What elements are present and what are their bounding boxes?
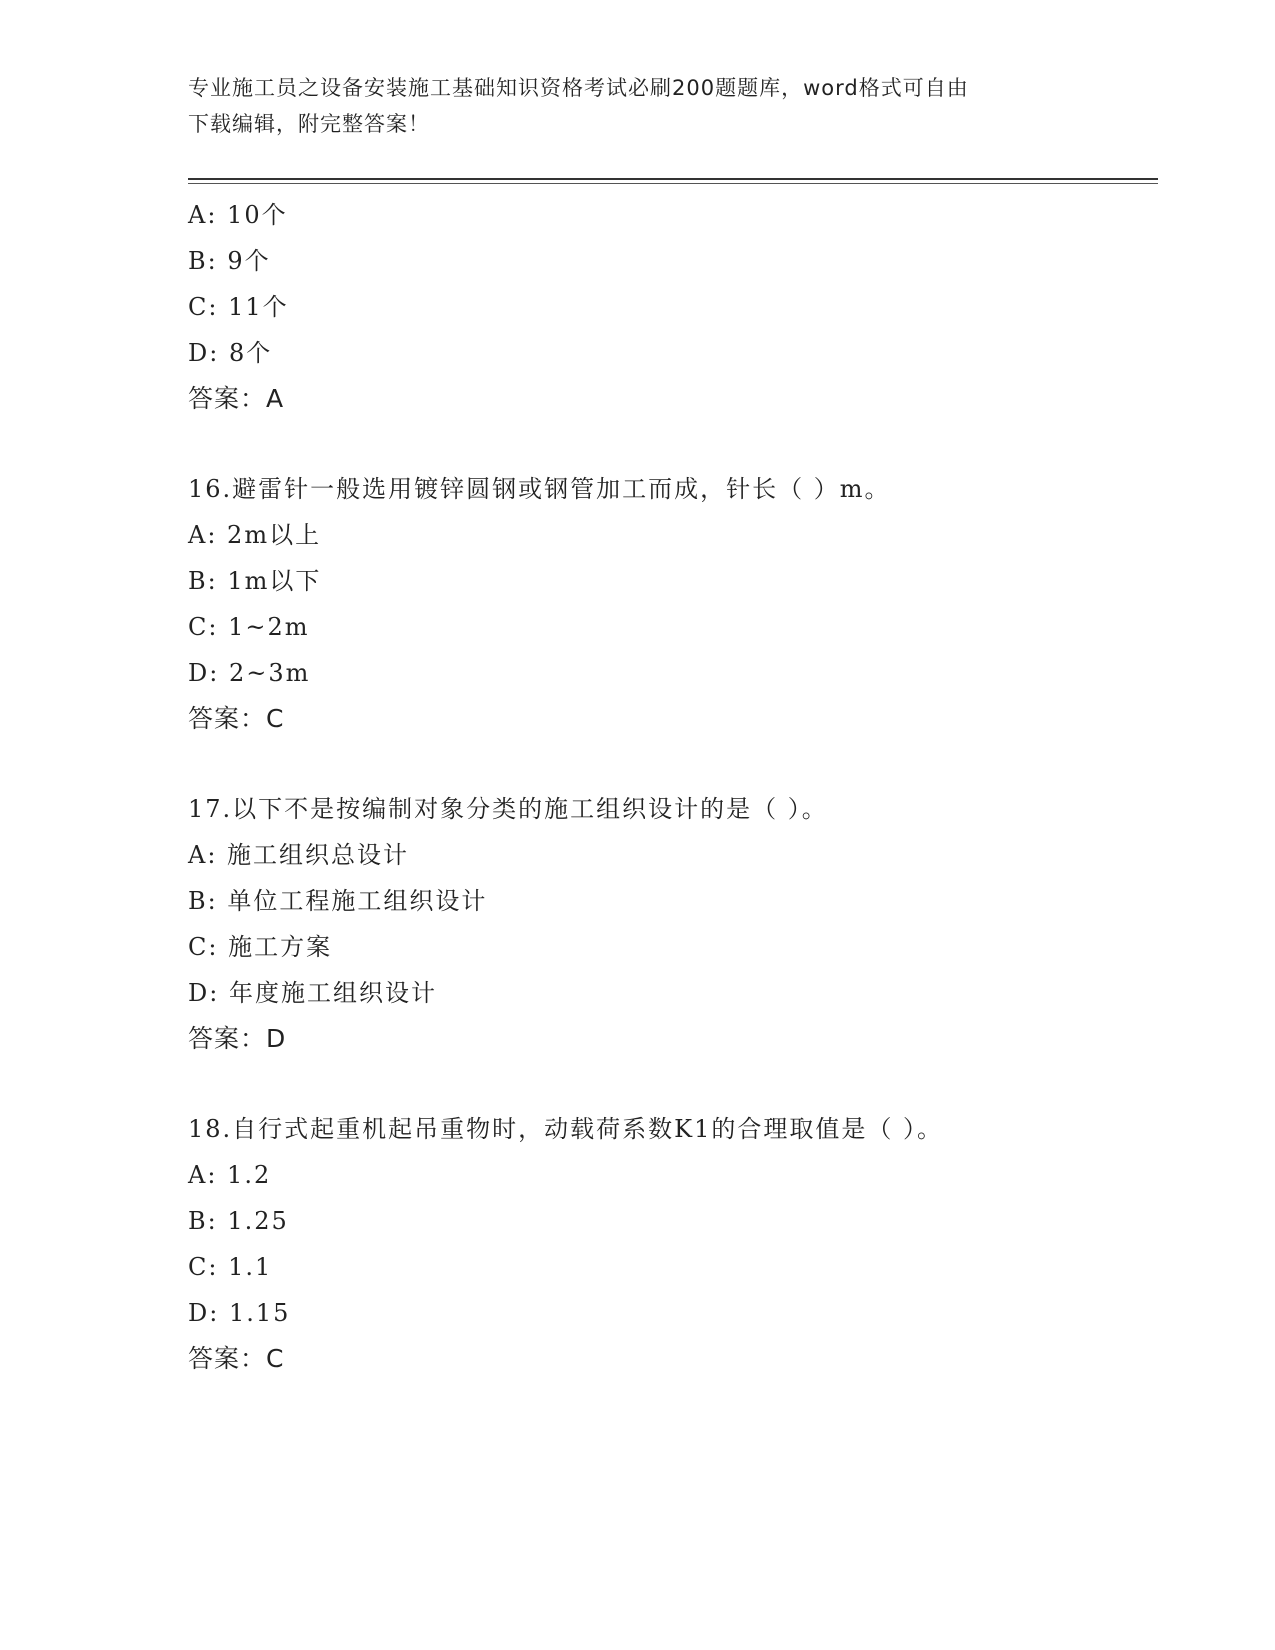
header-line-1: 专业施工员之设备安装施工基础知识资格考试必刷200题题库，word格式可自由 (188, 76, 969, 100)
answer-line: 答案：C (188, 704, 285, 733)
question-list (188, 192, 1148, 1382)
question-text: 18.自行式起重机起吊重物时，动载荷系数K1的合理取值是（ ）。 (188, 1115, 943, 1143)
question-text: 17.以下不是按编制对象分类的施工组织设计的是（ ）。 (188, 795, 828, 823)
option-a: A: 10个 (188, 201, 288, 229)
option-c: C: 1.1 (188, 1253, 273, 1281)
question-text: 16.避雷针一般选用镀锌圆钢或钢管加工而成，针长（ ）m。 (188, 475, 891, 503)
option-d: D: 年度施工组织设计 (188, 979, 437, 1007)
option-b: B: 单位工程施工组织设计 (188, 887, 488, 915)
option-b: B: 9个 (188, 247, 271, 275)
spacer (188, 1062, 1148, 1106)
question-block-18 (188, 1106, 1148, 1382)
option-a: A: 施工组织总设计 (188, 841, 410, 869)
header-divider-thin (188, 183, 1158, 184)
answer-line: 答案：C (188, 1344, 285, 1373)
option-d: D: 2~3m (188, 659, 311, 687)
option-d: D: 8个 (188, 339, 273, 367)
header-divider (188, 178, 1158, 180)
answer-line: 答案：A (188, 384, 285, 413)
option-c: C: 11个 (188, 293, 289, 321)
option-b: B: 1.25 (188, 1207, 289, 1235)
spacer (188, 742, 1148, 786)
option-c: C: 1~2m (188, 613, 310, 641)
question-block-17 (188, 786, 1148, 1062)
header-line-2: 下载编辑，附完整答案！ (188, 112, 430, 136)
spacer (188, 422, 1148, 466)
option-d: D: 1.15 (188, 1299, 291, 1327)
option-a: A: 2m以上 (188, 521, 322, 549)
answer-line: 答案：D (188, 1024, 287, 1053)
question-block-15 (188, 192, 1148, 422)
option-b: B: 1m以下 (188, 567, 322, 595)
option-c: C: 施工方案 (188, 933, 333, 961)
option-a: A: 1.2 (188, 1161, 272, 1189)
document-header (188, 70, 1078, 142)
question-block-16 (188, 466, 1148, 742)
